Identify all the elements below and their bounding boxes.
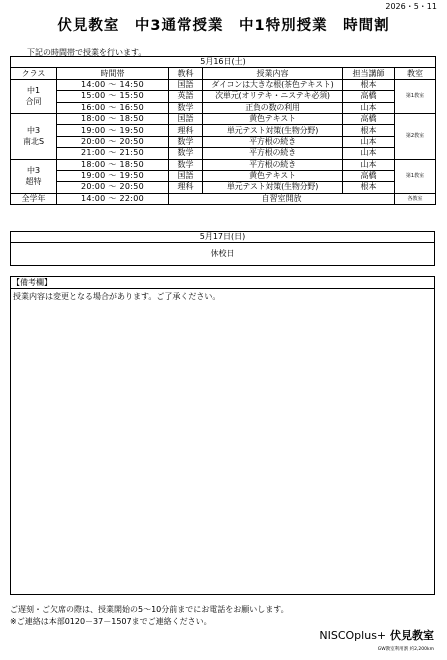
subject: 国語 <box>169 113 203 124</box>
teacher: 根本 <box>343 182 395 193</box>
brand-school: 伏見教室 <box>390 629 434 642</box>
subject: 数学 <box>169 102 203 113</box>
lesson-content: 平方根の続き <box>203 148 343 159</box>
time-slot: 19:00 ～ 19:50 <box>57 125 169 136</box>
teacher: 山本 <box>343 102 395 113</box>
lesson-content: 黄色テキスト <box>203 170 343 181</box>
class-name: 全学年 <box>11 193 57 204</box>
day2-body: 休校日 <box>210 249 235 258</box>
column-header: 担当講師 <box>343 68 395 79</box>
subject: 英語 <box>169 91 203 102</box>
lesson-content: 平方根の続き <box>203 159 343 170</box>
day2-box <box>10 231 435 266</box>
class-name: 中1 合同 <box>11 79 57 113</box>
brand <box>319 627 434 643</box>
time-slot: 15:00 ～ 15:50 <box>57 91 169 102</box>
room: 第2教室 <box>395 113 436 159</box>
schedule-row <box>11 148 436 159</box>
lesson-content: 自習室開放 <box>169 193 395 204</box>
time-slot: 14:00 ～ 22:00 <box>57 193 169 204</box>
subject: 国語 <box>169 79 203 90</box>
lesson-content: 平方根の続き <box>203 136 343 147</box>
column-header: 授業内容 <box>203 68 343 79</box>
schedule-row <box>11 113 436 124</box>
column-header: 時間帯 <box>57 68 169 79</box>
schedule-row <box>11 136 436 147</box>
time-slot: 14:00 ～ 14:50 <box>57 79 169 90</box>
subject: 数学 <box>169 136 203 147</box>
day2-header: 5月17日(日) <box>11 232 434 243</box>
lesson-content: 単元テスト対策(生物分野) <box>203 125 343 136</box>
schedule-row <box>11 125 436 136</box>
remarks-text: 授業内容は変更となる場合があります。ご了承ください。 <box>13 292 221 301</box>
teacher: 山本 <box>343 148 395 159</box>
schedule-row <box>11 79 436 90</box>
room: 第1教室 <box>395 79 436 113</box>
column-header: 教科 <box>169 68 203 79</box>
teacher: 根本 <box>343 79 395 90</box>
subject: 数学 <box>169 159 203 170</box>
schedule-day-header: 5月16日(土) <box>11 57 436 68</box>
lesson-content: 次単元(オリテキ・ニステキ必須) <box>203 91 343 102</box>
time-slot: 20:00 ～ 20:50 <box>57 136 169 147</box>
brand-name: NISCOplus+ <box>319 629 387 642</box>
remarks-header: 【備考欄】 <box>11 277 434 289</box>
lesson-content: 黄色テキスト <box>203 113 343 124</box>
schedule-row <box>11 91 436 102</box>
schedule-row <box>11 102 436 113</box>
brand-subtext: GW教室利用割 約2,200km <box>377 647 434 652</box>
time-slot: 19:00 ～ 19:50 <box>57 170 169 181</box>
schedule-row <box>11 170 436 181</box>
page-title: 伏見教室 中3通常授業 中1特別授業 時間割 <box>57 18 390 34</box>
schedule-row <box>11 182 436 193</box>
teacher: 高橋 <box>343 113 395 124</box>
schedule-row <box>11 159 436 170</box>
subject: 理科 <box>169 182 203 193</box>
subject: 国語 <box>169 170 203 181</box>
room: 各教室 <box>395 193 436 204</box>
class-name: 中3 超特 <box>11 159 57 193</box>
time-slot: 20:00 ～ 20:50 <box>57 182 169 193</box>
footer-line-2: ※ご連絡は本部0120－37－1507までご連絡ください。 <box>10 617 212 626</box>
schedule-row <box>11 193 436 204</box>
schedule-table <box>10 56 436 205</box>
teacher: 山本 <box>343 159 395 170</box>
schedule-body <box>11 57 436 205</box>
lesson-content: 単元テスト対策(生物分野) <box>203 182 343 193</box>
subject: 数学 <box>169 148 203 159</box>
time-slot: 21:00 ～ 21:50 <box>57 148 169 159</box>
intro-note: 下記の時間帯で授業を行います。 <box>27 48 147 57</box>
lesson-content: ダイコンは大きな根(茶色テキスト) <box>203 79 343 90</box>
teacher: 高橋 <box>343 91 395 102</box>
issue-date: 2026・5・11 <box>385 2 437 11</box>
class-name: 中3 南北S <box>11 113 57 159</box>
room: 第1教室 <box>395 159 436 193</box>
subject: 理科 <box>169 125 203 136</box>
remarks-box <box>10 276 435 595</box>
column-header: 教室 <box>395 68 436 79</box>
footer-line-1: ご遅刻・ご欠席の際は、授業開始の5～10分前までにお電話をお願いします。 <box>10 605 289 614</box>
time-slot: 18:00 ～ 18:50 <box>57 159 169 170</box>
lesson-content: 正負の数の利用 <box>203 102 343 113</box>
teacher: 高橋 <box>343 170 395 181</box>
column-header: クラス <box>11 68 57 79</box>
teacher: 根本 <box>343 125 395 136</box>
time-slot: 16:00 ～ 16:50 <box>57 102 169 113</box>
time-slot: 18:00 ～ 18:50 <box>57 113 169 124</box>
teacher: 山本 <box>343 136 395 147</box>
